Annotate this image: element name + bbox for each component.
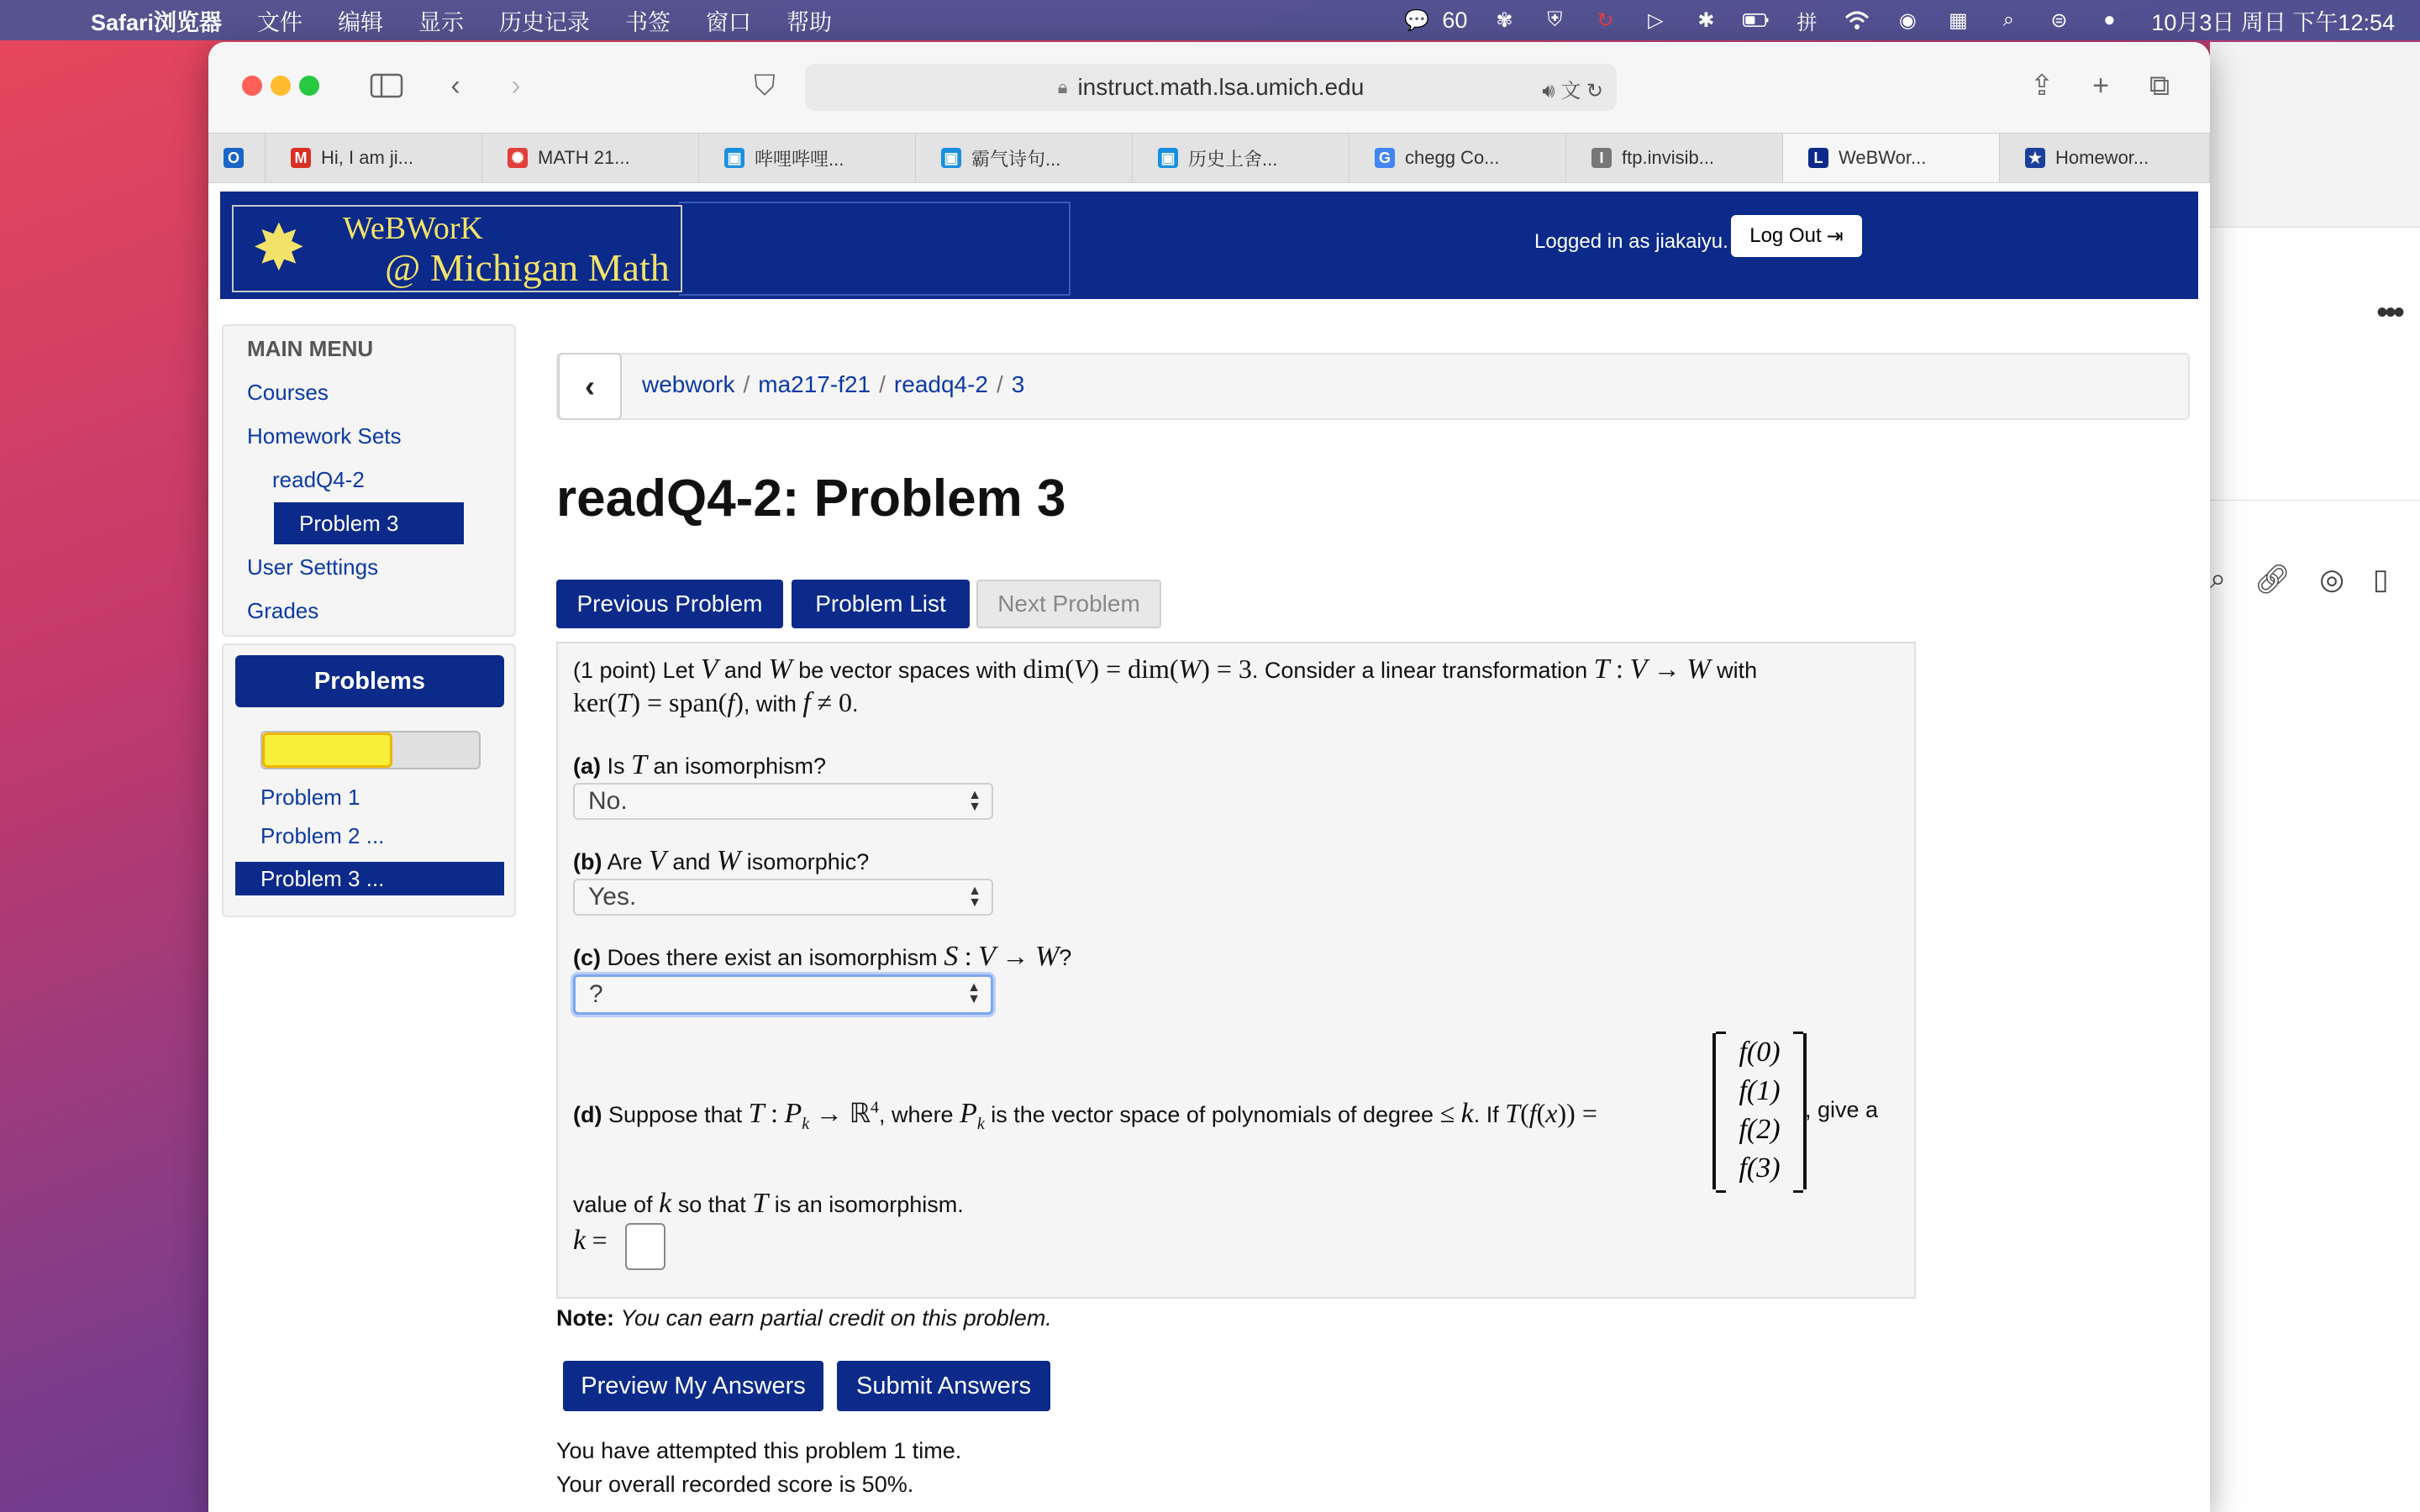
progress-fill bbox=[262, 732, 392, 768]
logo-subtitle: @ Michigan Math bbox=[385, 246, 670, 289]
breadcrumb-back-button[interactable] bbox=[558, 353, 622, 420]
lsa-icon: L bbox=[1808, 148, 1828, 168]
shield-status-icon[interactable]: ⛨ bbox=[1547, 8, 1563, 31]
logged-in-text: Logged in as jiakaiyu. bbox=[1534, 230, 1728, 253]
user-icon[interactable]: ◉ bbox=[1898, 8, 1917, 32]
background-window bbox=[2210, 42, 2420, 1512]
menu-history[interactable]: 历史记录 bbox=[499, 9, 591, 35]
new-tab-icon[interactable]: + bbox=[2092, 69, 2109, 102]
browser-tab-label: Hi, I am ji... bbox=[321, 147, 414, 168]
control-center-icon[interactable]: ⊜ bbox=[2050, 8, 2068, 32]
tab-bar bbox=[208, 133, 2210, 183]
logout-icon: ⇥ bbox=[1826, 224, 1844, 248]
homework-sets-link[interactable]: Homework Sets bbox=[247, 423, 402, 449]
sync-icon[interactable]: ↻ bbox=[1597, 8, 1614, 32]
browser-tab[interactable] bbox=[482, 134, 699, 182]
wechat-count: 60 bbox=[1442, 7, 1468, 33]
tab-overview-icon[interactable]: ⧉ bbox=[2149, 69, 2170, 102]
part-a-question: (a) Is T an isomorphism? bbox=[573, 749, 827, 780]
bluetooth-icon[interactable]: ✱ bbox=[1697, 8, 1715, 32]
outlook-icon: O bbox=[224, 148, 244, 168]
menu-view[interactable]: 显示 bbox=[418, 9, 465, 35]
k-label: k = bbox=[573, 1225, 608, 1256]
browser-tab-label: chegg Co... bbox=[1405, 147, 1500, 168]
back-icon[interactable]: ‹ bbox=[450, 69, 460, 102]
zoom-window-button[interactable] bbox=[299, 76, 319, 96]
star-icon: ★ bbox=[2025, 148, 2045, 168]
link-icon[interactable]: 🔗︎ bbox=[2254, 564, 2291, 596]
k-answer-input[interactable] bbox=[625, 1223, 666, 1270]
webpage bbox=[208, 183, 2210, 1512]
crumb-course[interactable]: ma217-f21 bbox=[758, 371, 871, 397]
problem-intro-line2: ker(T) = span(f), with f ≠ 0. bbox=[573, 687, 859, 718]
menu-bookmarks[interactable]: 书签 bbox=[625, 9, 671, 35]
crumb-set[interactable]: readq4-2 bbox=[893, 371, 989, 397]
browser-tab[interactable] bbox=[1566, 134, 1783, 182]
evaluation-matrix: f(0) f(1) f(2) f(3) bbox=[1712, 1033, 1807, 1189]
problem-1-link[interactable]: Problem 1 bbox=[260, 785, 360, 810]
browser-tab-label: ftp.invisib... bbox=[1622, 147, 1715, 168]
safari-window bbox=[208, 42, 2210, 1512]
search-icon[interactable]: ⌕ bbox=[2210, 563, 2227, 595]
partial-credit-note: Note: You can earn partial credit on this problem. bbox=[556, 1305, 1052, 1331]
problem-3-link[interactable]: Problem 3 ... bbox=[235, 862, 504, 895]
problem-list-button[interactable]: Problem List bbox=[792, 580, 970, 628]
browser-tab[interactable] bbox=[699, 134, 916, 182]
select-arrows-icon: ▲ ▼ bbox=[967, 980, 981, 1006]
page-title: readQ4-2: Problem 3 bbox=[556, 470, 1066, 528]
browser-tab[interactable] bbox=[916, 134, 1133, 182]
problem-body bbox=[556, 642, 1916, 1299]
star-logo-icon: ✸ bbox=[252, 213, 306, 284]
user-settings-link[interactable]: User Settings bbox=[247, 554, 379, 580]
score-text: Your overall recorded score is 50%. bbox=[556, 1472, 914, 1497]
webwork-logo[interactable] bbox=[232, 205, 682, 292]
menu-help[interactable]: 帮助 bbox=[786, 9, 833, 35]
keyboard-icon[interactable]: ▦ bbox=[1949, 8, 1968, 32]
next-problem-button[interactable]: Next Problem bbox=[976, 580, 1161, 628]
address-bar[interactable] bbox=[805, 64, 1617, 111]
browser-tab[interactable] bbox=[266, 134, 482, 182]
url-text: instruct.math.lsa.umich.edu bbox=[1077, 74, 1365, 100]
preview-answers-button[interactable]: Preview My Answers bbox=[563, 1361, 823, 1411]
close-window-button[interactable] bbox=[242, 76, 262, 96]
more-options-icon[interactable]: ••• bbox=[2375, 294, 2402, 331]
browser-tab-label: 霸气诗句... bbox=[971, 148, 1061, 170]
clock[interactable]: 10月3日 周日 下午12:54 bbox=[2151, 9, 2395, 35]
browser-tab-label: WeBWor... bbox=[1839, 147, 1927, 168]
part-d-question: (d) Suppose that T : $P_k$ → ℝ$^4$, where $P_k$ is the vector space of polynomials of degree ≤ k. If T(f(x)) = bbox=[573, 1098, 1597, 1133]
crumb-problem[interactable]: 3 bbox=[1011, 371, 1025, 397]
app-status-icon[interactable]: ✾ bbox=[1496, 8, 1513, 32]
compass-icon[interactable]: ◎ bbox=[2319, 564, 2344, 596]
problem-intro-line1: (1 point) Let V and W be vector spaces with dim(V) = dim(W) = 3. Consider a linear transformation T : V → W with bbox=[573, 654, 1758, 685]
current-problem-link[interactable]: Problem 3 bbox=[274, 502, 464, 544]
set-link[interactable]: readQ4-2 bbox=[272, 467, 365, 492]
main-menu bbox=[222, 324, 516, 637]
browser-tab[interactable] bbox=[208, 134, 266, 182]
part-a-select[interactable]: No. ▲ ▼ bbox=[573, 783, 993, 820]
problem-2-link[interactable]: Problem 2 ... bbox=[260, 823, 385, 848]
breadcrumb: ‹ webwork / ma217-f21 / readq4-2 / 3 bbox=[556, 353, 2190, 420]
minimize-window-button[interactable] bbox=[271, 76, 291, 96]
google-icon: G bbox=[1375, 148, 1395, 168]
bilibili-icon: ▣ bbox=[1158, 148, 1178, 168]
sidebar-toggle-icon[interactable] bbox=[368, 69, 405, 102]
gmail-icon: M bbox=[291, 148, 311, 168]
problems-button[interactable]: Problems bbox=[235, 655, 504, 707]
attempts-text: You have attempted this problem 1 time. bbox=[556, 1438, 962, 1463]
browser-tab[interactable] bbox=[1133, 134, 1349, 182]
menu-window[interactable]: 窗口 bbox=[706, 9, 752, 35]
browser-tab-label: 哔哩哔哩... bbox=[755, 148, 844, 170]
main-menu-title: MAIN MENU bbox=[247, 336, 374, 361]
share-icon[interactable]: ⇪ bbox=[2029, 70, 2054, 102]
privacy-shield-icon[interactable]: ⛉ bbox=[754, 69, 776, 102]
menu-app-name[interactable]: Safari浏览器 bbox=[91, 9, 223, 35]
play-icon[interactable]: ▷ bbox=[1648, 8, 1664, 32]
part-b-question: (b) Are V and W isomorphic? bbox=[573, 845, 870, 876]
crumb-webwork[interactable]: webwork bbox=[642, 371, 735, 397]
search-icon[interactable]: ⌕ bbox=[2002, 8, 2015, 31]
audio-translate-reload-icons[interactable]: 🔊︎ 文 ↻ bbox=[1542, 80, 1603, 102]
battery-icon[interactable] bbox=[1743, 8, 1770, 32]
browser-tab[interactable] bbox=[2000, 134, 2210, 182]
browser-tab[interactable] bbox=[1349, 134, 1566, 182]
logout-button[interactable]: Log Out ⇥ bbox=[1731, 215, 1862, 257]
browser-tab-label: Homewor... bbox=[2055, 147, 2149, 168]
lock-icon: 🔒︎ bbox=[1057, 76, 1068, 97]
browser-toolbar bbox=[208, 42, 2210, 133]
bilibili-icon: ▣ bbox=[941, 148, 961, 168]
chevron-left-icon: ‹ bbox=[585, 369, 595, 403]
select-arrows-icon: ▲ ▼ bbox=[968, 884, 981, 910]
menu-file[interactable]: 文件 bbox=[257, 9, 303, 35]
grades-link[interactable]: Grades bbox=[247, 598, 319, 623]
part-c-select[interactable]: ? ▲ ▼ bbox=[573, 974, 993, 1015]
wifi-icon[interactable] bbox=[1844, 8, 1870, 32]
part-d-question-tail: , give a bbox=[1805, 1097, 1879, 1122]
part-b-select[interactable]: Yes. ▲ ▼ bbox=[573, 879, 993, 916]
browser-tab[interactable] bbox=[1783, 134, 2000, 182]
logo-title: WeBWorK bbox=[343, 211, 483, 246]
submit-answers-button[interactable]: Submit Answers bbox=[837, 1361, 1050, 1411]
courses-link[interactable]: Courses bbox=[247, 380, 329, 405]
macos-menu-bar bbox=[0, 0, 2420, 40]
browser-tab-label: 历史上舍... bbox=[1188, 148, 1278, 170]
problems-panel bbox=[222, 643, 516, 917]
browser-tab-label: MATH 21... bbox=[538, 147, 630, 168]
part-d-question-line2: value of k so that T is an isomorphism. bbox=[573, 1188, 964, 1219]
bilibili-icon: ▣ bbox=[724, 148, 744, 168]
forward-icon[interactable]: › bbox=[511, 69, 521, 102]
previous-problem-button[interactable]: Previous Problem bbox=[556, 580, 783, 628]
webwork-banner bbox=[220, 192, 2198, 299]
progress-bar bbox=[260, 731, 481, 769]
wechat-icon[interactable]: 💬 bbox=[1404, 8, 1430, 32]
select-arrows-icon: ▲ ▼ bbox=[968, 788, 981, 814]
document-icon[interactable]: ▯ bbox=[2372, 564, 2389, 596]
canvas-icon: ✺ bbox=[508, 148, 528, 168]
letter-i-icon: I bbox=[1591, 148, 1612, 168]
input-method-icon[interactable]: 拼 bbox=[1797, 11, 1818, 34]
siri-icon[interactable]: ● bbox=[2103, 8, 2116, 31]
part-c-question: (c) Does there exist an isomorphism S : V → W? bbox=[573, 941, 1072, 972]
menu-edit[interactable]: 编辑 bbox=[338, 9, 384, 35]
